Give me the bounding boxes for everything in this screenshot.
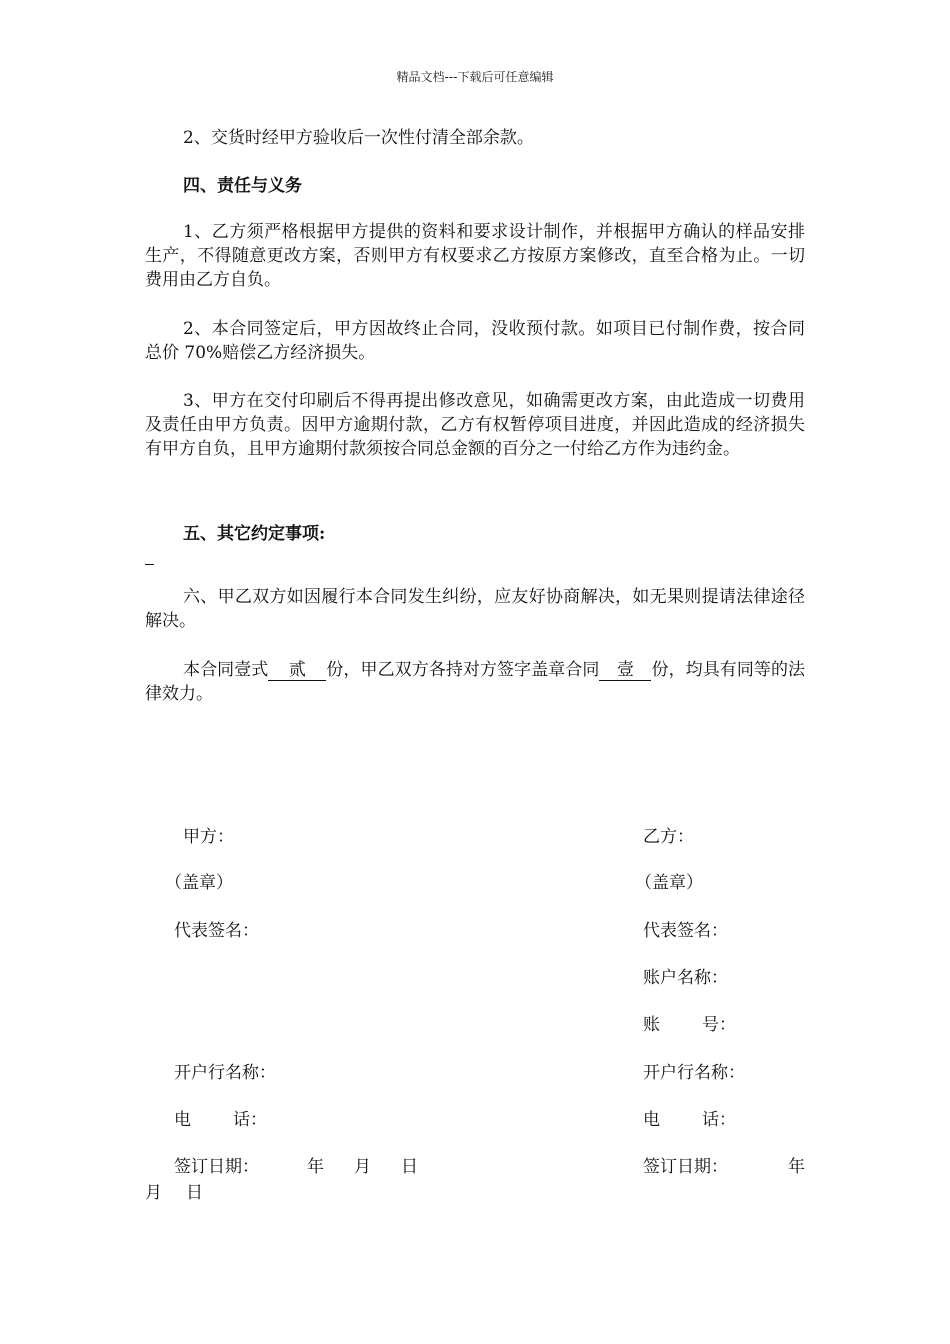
party-a-bank-name: 开户行名称： [174,1063,276,1083]
party-b-account-char-2: 号： [702,1015,736,1035]
party-a-sign-date [174,1155,418,1179]
party-b-phone-char-1: 电 [643,1110,660,1130]
party-a-month: 月 [354,1157,371,1177]
party-a-date-label: 签订日期： [174,1157,259,1177]
copies-part-1: 本合同壹式 [183,660,269,680]
section-4-item-1: 1、乙方须严格根据甲方提供的资料和要求设计制作，并根据甲方确认的样品安排生产，不得随意更改方案，否则甲方有权要求乙方按原方案修改，直至合格为止。一切费用由乙方自负。 [145,222,805,290]
party-b-day: 日 [186,1183,203,1203]
party-b-account-name: 账户名称： [643,968,728,988]
party-b-phone-char-2: 话： [702,1110,736,1130]
party-b-date-wrap [145,1181,203,1205]
copies-part-2: 份，甲乙双方各持对方签字盖章合同 [326,660,600,680]
copies-total-field: 贰 [268,660,326,681]
payment-clause-2: 2、交货时经甲方验收后一次性付清全部余款。 [183,128,534,148]
party-b-month: 月 [145,1183,162,1203]
section-4-item-2: 2、本合同签定后，甲方因故终止合同，没收预付款。如项目已付制作费，按合同总价 70%赔偿乙方经济损失。 [145,319,805,363]
section-5-title: 五、其它约定事项: [183,524,326,544]
party-b-date-label: 签订日期： [643,1157,728,1177]
party-a-rep-signature: 代表签名： [174,921,259,941]
copies-clause [145,658,805,706]
party-a-seal: （盖章） [165,873,233,893]
section-4-item-3: 3、甲方在交付印刷后不得再提出修改意见，如确需更改方案，由此造成一切费用及责任由甲方负责。因甲方逾期付款，乙方有权暂停项目进度，并因此造成的经济损失有甲方自负，且甲方逾期付款须按合同总金额的百分之一付给乙方作为违约金。 [145,391,805,459]
party-b-seal: （盖章） [635,873,703,893]
party-b-bank-name: 开户行名称： [643,1063,745,1083]
section-4-title: 四、责任与义务 [183,176,302,196]
party-a-label: 甲方： [183,827,234,847]
party-b-label: 乙方： [643,827,694,847]
section-6-text: 六、甲乙双方如因履行本合同发生纠纷，应友好协商解决，如无果则提请法律途径解决。 [145,587,805,631]
text-cursor [145,564,154,565]
party-b-sign-date [643,1155,805,1179]
copies-part-3: 份，均具有同等的法律效力。 [145,660,806,704]
copies-each-field: 壹 [599,660,651,681]
party-b-phone [643,1108,736,1132]
party-b-rep-signature: 代表签名： [643,921,728,941]
party-b-account-char-1: 账 [643,1015,660,1035]
party-a-day: 日 [401,1157,418,1177]
party-a-phone [174,1108,267,1132]
party-a-phone-char-1: 电 [174,1110,191,1130]
party-b-account-number [643,1013,736,1037]
page-header: 精品文档---下载后可任意编辑 [396,70,554,84]
party-a-phone-char-2: 话： [233,1110,267,1130]
party-b-year: 年 [788,1157,805,1177]
party-a-year: 年 [307,1157,324,1177]
